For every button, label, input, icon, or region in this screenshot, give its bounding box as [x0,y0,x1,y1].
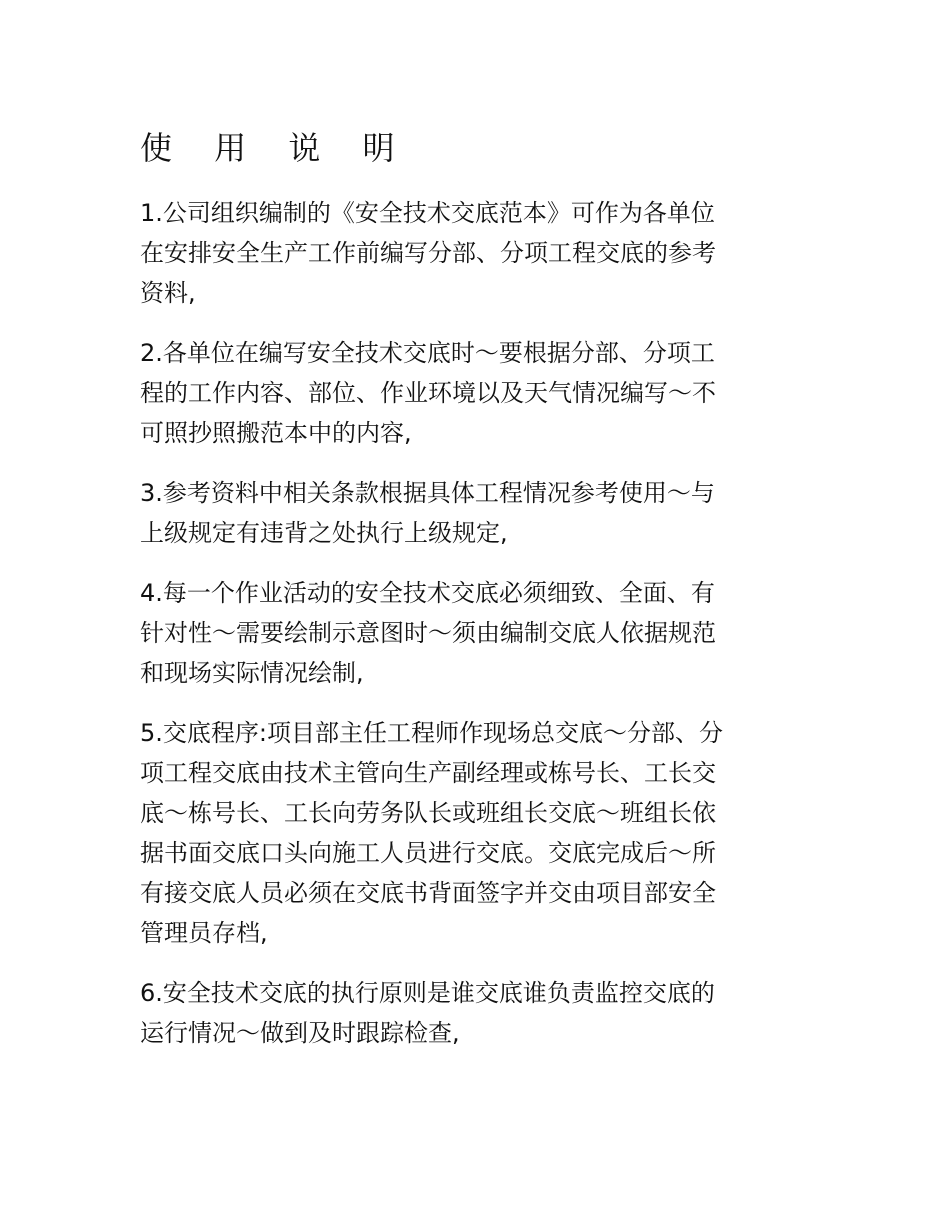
paragraph-3 [140,473,810,553]
paragraph-6 [140,973,810,1053]
paragraph-line: 据书面交底口头向施工人员进行交底。交底完成后～所 [140,839,716,867]
paragraph-line: 1.公司组织编制的《安全技术交底范本》可作为各单位 [140,199,715,227]
paragraph-line: 和现场实际情况绘制, [140,659,364,687]
paragraph-2 [140,333,810,453]
paragraph-1 [140,193,810,313]
paragraph-line: 底～栋号长、工长向劳务队长或班组长交底～班组长依 [140,799,716,827]
paragraph-4 [140,573,810,693]
page-title: 使 用 说 明 [140,129,411,167]
paragraph-line: 5.交底程序:项目部主任工程师作现场总交底～分部、分 [140,719,723,747]
paragraph-line: 程的工作内容、部位、作业环境以及天气情况编写～不 [140,379,716,407]
paragraph-line: 6.安全技术交底的执行原则是谁交底谁负责监控交底的 [140,979,715,1007]
paragraph-line: 运行情况～做到及时跟踪检查, [140,1019,460,1047]
paragraph-line: 上级规定有违背之处执行上级规定, [140,519,508,547]
paragraph-line: 资料, [140,279,196,307]
paragraph-5 [140,713,810,953]
paragraph-line: 针对性～需要绘制示意图时～须由编制交底人依据规范 [140,619,716,647]
paragraph-line: 有接交底人员必须在交底书背面签字并交由项目部安全 [140,879,716,907]
paragraph-line: 2.各单位在编写安全技术交底时～要根据分部、分项工 [140,339,715,367]
instructions-body [140,193,810,1073]
paragraph-line: 4.每一个作业活动的安全技术交底必须细致、全面、有 [140,579,715,607]
paragraph-line: 可照抄照搬范本中的内容, [140,419,412,447]
paragraph-line: 3.参考资料中相关条款根据具体工程情况参考使用～与 [140,479,715,507]
paragraph-line: 管理员存档, [140,919,268,947]
paragraph-line: 项工程交底由技术主管向生产副经理或栋号长、工长交 [140,759,716,787]
paragraph-line: 在安排安全生产工作前编写分部、分项工程交底的参考 [140,239,716,267]
